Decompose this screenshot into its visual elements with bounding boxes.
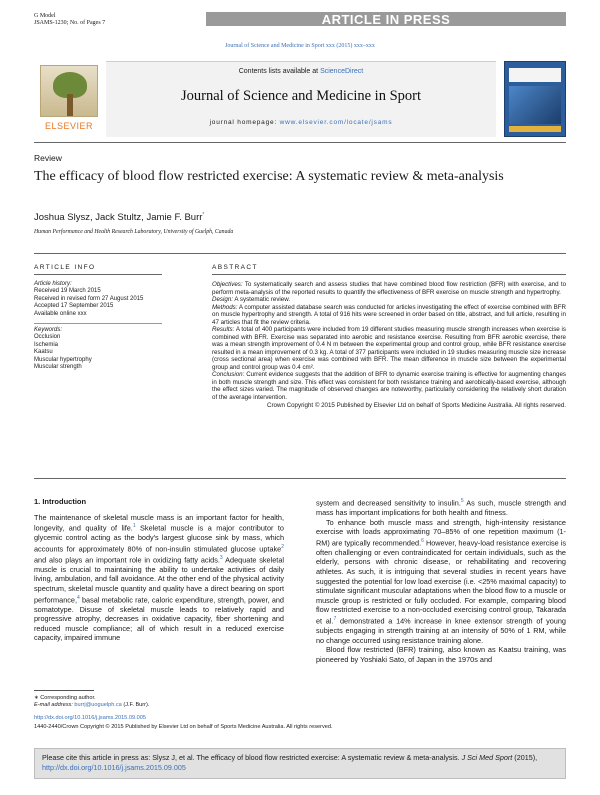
abstract [212, 281, 566, 410]
history-item: Received in revised form 27 August 2015 [34, 295, 144, 302]
email-line: E-mail address: burrj@uoguelph.ca (J.F. Burr). [34, 702, 150, 708]
divider [34, 478, 566, 479]
journal-title: Journal of Science and Medicine in Sport [181, 88, 421, 104]
citation-link[interactable]: 6 [421, 537, 424, 544]
article-in-press-banner: ARTICLE IN PRESS [206, 12, 566, 26]
citation-link[interactable]: 2 [281, 543, 284, 550]
article-title: The efficacy of blood flow restricted exercise: A systematic review & meta-analysis [34, 169, 504, 184]
issn-line: 1440-2440/Crown Copyright © 2015 Published by Elsevier Ltd on behalf of Sports Medicine Australia. All rights reserved. [34, 724, 333, 730]
divider [212, 274, 566, 275]
journal-reference[interactable]: Journal of Science and Medicine in Sport xxx (2015) xxx–xxx [225, 43, 375, 49]
divider [34, 253, 566, 254]
divider [34, 274, 162, 275]
section-heading: 1. Introduction [34, 497, 87, 506]
author-list: Joshua Slysz, Jack Stultz, Jamie F. Burr* [34, 212, 205, 224]
article-info-heading: ARTICLE INFO [34, 264, 96, 271]
sciencedirect-link[interactable]: ScienceDirect [320, 68, 364, 75]
model-label: G Model [34, 13, 56, 19]
elsevier-logo[interactable] [34, 61, 104, 137]
history-item: Received 19 March 2015 [34, 288, 101, 295]
email-link[interactable]: burrj@uoguelph.ca [74, 702, 122, 708]
contents-line: Contents lists available at ScienceDirect [238, 68, 364, 75]
keywords-label: Keywords: [34, 327, 63, 334]
homepage-link[interactable]: www.elsevier.com/locate/jsams [279, 119, 393, 126]
citation-link[interactable]: 7 [333, 615, 337, 622]
keyword: Ischemia [34, 341, 59, 348]
body-paragraph: system and decreased sensitivity to insulin.$^5$ As such, muscle strength and mass has important implications for both health and fitness. [316, 498, 566, 518]
citation-box: Please cite this article in press as: Slysz J, et al. The efficacy of blood flow restricted exercise: A systematic review & meta-analysis. J Sci Med Sport (2015), http://dx.doi.org/10.1016/j.jsams.2015.09.005 [34, 748, 566, 779]
abstract-results: Results: A total of 400 participants were included from 19 different studies measuring muscle strength increases when exercise is combined with BFR. Exercise was separated into aerobic and resistance exercise. Resulting from BFR aerobic exercise, there was a mean strength improvement of 0.4 N m between the experimental group and control group, while BFR resistance exercise resulted in a mean improvement of 0.3 kg. A total of 377 participants were included in 19 studies measuring muscle size increase (cross sectional area) when exercise was combined with BFR. The mean difference in muscle size between the experimental group and control group was 0.4 cm². [212, 326, 566, 371]
keyword: Occlusion [34, 334, 61, 341]
abstract-methods: Methods: A computer assisted database search was conducted for articles investigating the effect of exercise combined with BFR on muscle hypertrophy and strength. A total of 916 hits were screened in order based on title, abstract, and full article, resulting in 47 articles that fit the review criteria. [212, 303, 566, 326]
journal-masthead [34, 61, 566, 137]
citation-link[interactable]: 3 [219, 554, 223, 561]
affiliation: Human Performance and Health Research Laboratory, University of Guelph, Canada [34, 229, 234, 235]
corresponding-mark[interactable]: * [202, 212, 205, 218]
footnote-divider [34, 690, 94, 691]
doi-link[interactable]: http://dx.doi.org/10.1016/j.jsams.2015.09.005 [34, 715, 146, 721]
cite-doi-link[interactable]: http://dx.doi.org/10.1016/j.jsams.2015.09.005 [42, 763, 186, 772]
history-item: Available online xxx [34, 310, 87, 317]
elsevier-tree-icon [40, 65, 98, 117]
journal-code-line [34, 20, 105, 27]
article-header [0, 0, 600, 30]
corresponding-author-note: ∗ Corresponding author. [34, 695, 96, 701]
body-paragraph: The maintenance of skeletal muscle mass is an important factor for health, longevity, and quality of life.$^1$ Skeletal muscle is a major contributor to glycemic control acting as the body's largest glucose sink by mass, which accounts for approximately 80% of non-insulin stimulated glucose uptake$^2$ and also plays an important role in oxidizing fatty acids.$^3$ Adequate skeletal muscle is crucial to maintaining the ability to undertake activities of daily living, ambulation, and fall avoidance. At the other end of the physical activity spectrum, skeletal muscle quantity and quality have a direct bearing on sport performance,$^4$ basal metabolic rate, caloric expenditure, strength, power, and somatotype. Disuse of skeletal muscle leads to relatively rapid and progressive atrophy, decreases in oxidative capacity, fiber shortening and reduced muscle compliance; all of which result in a reduced exercise capacity, impaired immune [34, 512, 284, 643]
citation-link[interactable]: 5 [460, 498, 464, 504]
model-info [34, 13, 105, 27]
abstract-heading: ABSTRACT [212, 264, 258, 271]
keyword: Kaatsu [34, 349, 53, 356]
divider [34, 142, 566, 143]
keyword: Muscular hypertrophy [34, 356, 92, 363]
cite-journal: J Sci Med Sport [461, 753, 513, 762]
divider [34, 323, 162, 324]
body-paragraph: To enhance both muscle mass and strength, high-intensity resistance exercise with loads approximating 70–85% of one repetition maximum (1-RM) are typically recommended.$^6$ However, heavy-load resistance exercise is often challenging or even contraindicated for certain individuals, such as the elderly, persons with chronic disease, or rehabilitating and recovering athletes. As such, it is intriguing that several studies in recent years have suggested the potential for low load exercise (i.e. <25% maximal capacity) to stimulate significant muscular adaptations when the blood flow to a muscle or muscle group is restricted or fully occluded. For example, comparing blood flow restricted exercise to a non-occluded exercising control group, Takarada et al.$^7$ demonstrated a 14% increase in knee extensor strength of young subjects engaging in strength training at an intensity of 50% of 1 RM, while no change occurred using resistance training alone. [316, 517, 566, 645]
history-label: Article history: [34, 281, 72, 287]
masthead-center [106, 61, 496, 137]
body-left-column [34, 497, 284, 643]
journal-cover-thumbnail[interactable] [504, 61, 566, 137]
body-paragraph: Blood flow restricted (BFR) training, also known as Kaatsu training, was pioneered by Yoshiaki Sato, of Japan in the 1970s and [316, 645, 566, 664]
homepage-line: journal homepage: www.elsevier.com/locate/jsams [209, 119, 393, 126]
abstract-copyright: Crown Copyright © 2015 Published by Elsevier Ltd on behalf of Sports Medicine Australia. All rights reserved. [267, 402, 566, 409]
history-item: Accepted 17 September 2015 [34, 303, 114, 310]
abstract-conclusion: Conclusion: Current evidence suggests that the addition of BFR to dynamic exercise training is effective for augmenting changes in both muscle strength and size. This effect was consistent for both resistance training and aerobically-based exercise, although the effect sizes varied. The magnitude of observed changes are noteworthy, particularly considering the relatively short duration of the average intervention. [212, 371, 566, 401]
citation-link[interactable]: 4 [77, 594, 80, 601]
article-type: Review [34, 153, 62, 163]
publisher-name: ELSEVIER [44, 121, 94, 131]
article-info [34, 281, 162, 371]
citation-link[interactable]: 1 [132, 523, 136, 530]
abstract-design: Design: A systematic review. [212, 296, 291, 303]
keyword: Muscular strength [34, 364, 82, 371]
footnote [34, 695, 284, 709]
body-right-column [316, 497, 566, 664]
page-count: No. of Pages 7 [69, 20, 106, 26]
journal-code: JSAMS-1230; [34, 20, 69, 26]
abstract-objectives: Objectives: To systematically search and assess studies that have combined blood flow restriction (BFR) with exercise, and to perform meta-analysis of the reported results to quantify the effectiveness of BFR exercise on muscle strength and hypertrophy. [212, 281, 567, 296]
